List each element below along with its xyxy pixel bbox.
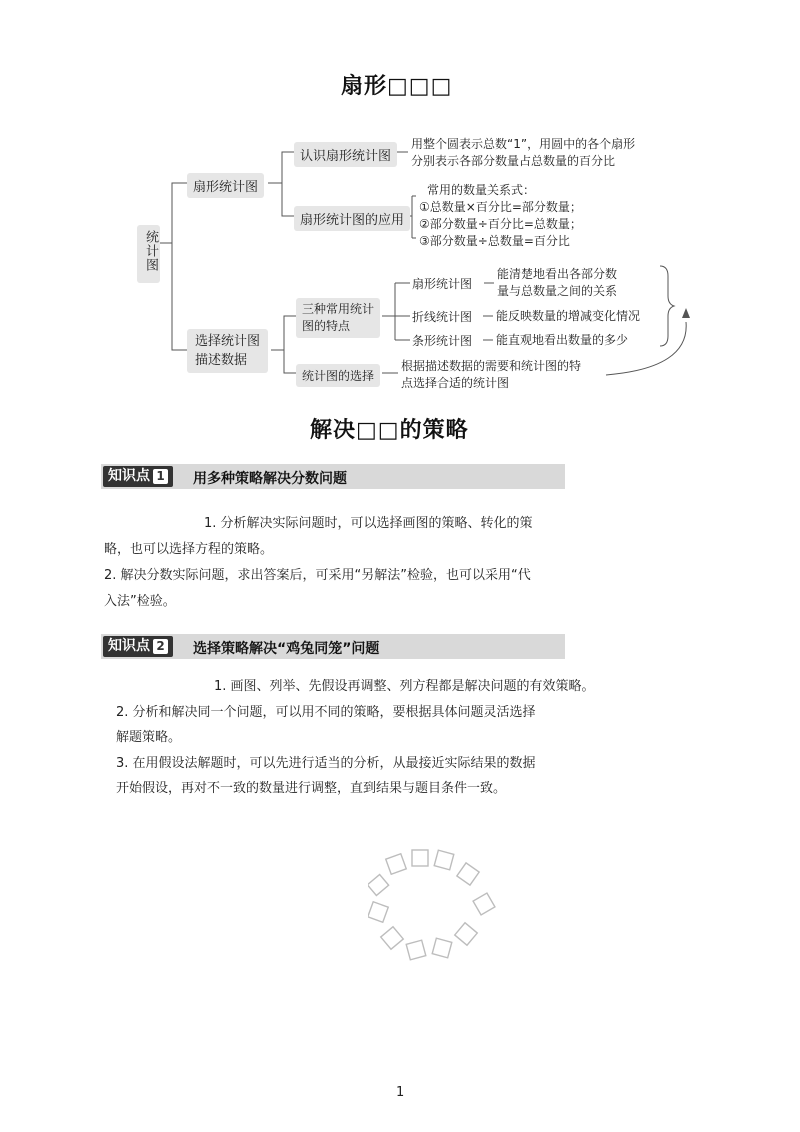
kp1-line: 入法”检验。	[104, 594, 176, 609]
branch1-child1-node: 认识扇形统计图	[294, 142, 397, 167]
desc-line: 常用的数量关系式：	[427, 183, 536, 197]
branch2-child1-node	[296, 298, 380, 338]
knowledge-point-badge	[103, 636, 173, 657]
branch2-child1-label-line: 图的特点	[302, 319, 351, 333]
mindmap-root-node	[137, 225, 160, 283]
branch2-label-line: 描述数据	[195, 353, 248, 368]
chart-type-item-name: 条形统计图	[412, 334, 473, 348]
kp2-line: 解题策略。	[116, 730, 182, 745]
desc-line: 分别表示各部分数量占总数量的百分比	[411, 154, 616, 168]
chart-type-item-name: 扇形统计图	[412, 277, 473, 291]
branch1-child2-desc	[419, 182, 582, 250]
knowledge-point-1-bar	[101, 464, 565, 489]
desc-line: ③部分数量÷总数量=百分比	[419, 234, 570, 248]
knowledge-point-title: 用多种策略解决分数问题	[193, 471, 347, 487]
kp1-line: 2. 解决分数实际问题，求出答案后，可采用“另解法”检验，也可以采用“代	[104, 568, 531, 583]
branch2-child1-label-line: 三种常用统计	[302, 302, 375, 316]
branch1-child1-desc	[411, 136, 635, 170]
knowledge-point-2-bar	[101, 634, 565, 659]
arrow-head-icon	[682, 308, 690, 318]
page-number: 1	[396, 1085, 405, 1100]
section-title-2: 解决□□的策略	[310, 418, 469, 443]
section-title-1: 扇形□□□	[341, 74, 453, 99]
branch1-child2-node: 扇形统计图的应用	[294, 206, 410, 231]
desc-line: ②部分数量÷百分比=总数量；	[419, 217, 582, 231]
watermark-seal	[368, 848, 498, 963]
desc-line: 能清楚地看出各部分数	[497, 267, 618, 281]
desc-line: 点选择合适的统计图	[401, 376, 510, 390]
branch2-child2-node: 统计图的选择	[296, 364, 380, 387]
kp2-line: 3. 在用假设法解题时，可以先进行适当的分析，从最接近实际结果的数据	[116, 756, 536, 771]
branch1-node: 扇形统计图	[187, 173, 264, 198]
knowledge-point-number: 2	[153, 639, 168, 654]
branch2-child2-desc	[401, 358, 581, 392]
mindmap-root-label: 统计图	[143, 230, 158, 272]
kp2-line: 2. 分析和解决同一个问题，可以用不同的策略，要根据具体问题灵活选择	[116, 705, 536, 720]
desc-line: ①总数量×百分比=部分数量；	[419, 200, 582, 214]
desc-line: 根据描述数据的需要和统计图的特	[401, 359, 582, 373]
branch2-label-line: 选择统计图	[195, 334, 261, 349]
chart-type-item-desc: 能直观地看出数量的多少	[496, 333, 629, 347]
kp1-line: 1. 分析解决实际问题时，可以选择画图的策略、转化的策	[204, 516, 533, 531]
desc-line: 量与总数量之间的关系	[497, 284, 618, 298]
chart-type-item-desc: 能反映数量的增减变化情况	[496, 309, 641, 323]
knowledge-point-badge-label: 知识点	[108, 638, 150, 654]
chart-type-item-desc	[497, 266, 617, 300]
branch2-node	[187, 329, 268, 373]
kp2-line: 1. 画图、列举、先假设再调整、列方程都是解决问题的有效策略。	[214, 679, 595, 694]
desc-line: 用整个圆表示总数“1”，用圆中的各个扇形	[411, 137, 636, 151]
kp1-line: 略，也可以选择方程的策略。	[104, 542, 274, 557]
kp2-line: 开始假设，再对不一致的数量进行调整，直到结果与题目条件一致。	[116, 781, 507, 796]
chart-type-item-name: 折线统计图	[412, 310, 473, 324]
knowledge-point-badge-label: 知识点	[108, 468, 150, 484]
knowledge-point-number: 1	[153, 469, 168, 484]
knowledge-point-title: 选择策略解决“鸡兔同笼”问题	[193, 641, 380, 657]
knowledge-point-badge	[103, 466, 173, 487]
